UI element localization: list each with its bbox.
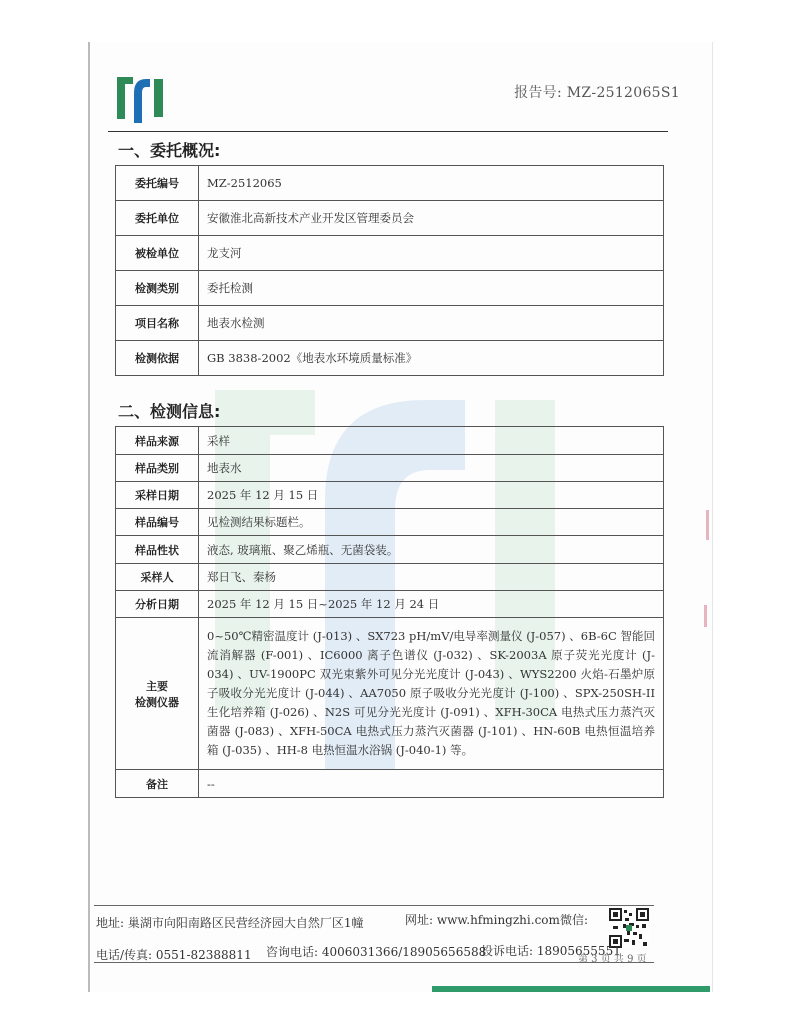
table-row	[116, 166, 664, 201]
edge-stamp-mark	[704, 605, 707, 627]
row-label: 样品来源	[116, 427, 199, 455]
report-number: 报告号: MZ-2512065S1	[514, 85, 680, 101]
row-value: MZ-2512065	[199, 166, 664, 201]
instruments-label-line2: 检测仪器	[135, 695, 179, 709]
row-value: 2025 年 12 月 15 日	[199, 482, 664, 509]
commission-table	[115, 165, 664, 376]
footer-address: 地址: 巢湖市向阳南路区民营经济园大自然厂区1幢	[96, 916, 364, 930]
row-value: 采样	[199, 427, 664, 455]
table-row	[116, 770, 664, 798]
table-row	[116, 564, 664, 591]
inspection-table	[115, 426, 664, 798]
row-value: 郑日飞、秦杨	[199, 564, 664, 591]
row-label: 项目名称	[116, 306, 199, 341]
table-row	[116, 306, 664, 341]
row-label: 检测依据	[116, 341, 199, 376]
footer-divider	[94, 905, 654, 906]
row-label: 委托编号	[116, 166, 199, 201]
table-row	[116, 455, 664, 482]
footer-bottom-divider	[94, 962, 654, 963]
row-value: 地表水	[199, 455, 664, 482]
header-divider	[108, 131, 668, 132]
row-label: 样品类别	[116, 455, 199, 482]
row-value: 液态, 玻璃瓶、聚乙烯瓶、无菌袋装。	[199, 536, 664, 564]
instruments-label	[116, 618, 199, 770]
row-value: 龙支河	[199, 236, 664, 271]
instruments-value: 0~50℃精密温度计 (J-013) 、SX723 pH/mV/电导率测量仪 (J-057) 、6B-6C 智能回流消解器 (F-001) 、IC6000 离子色谱仪 (J-032) 、SK-2003A 原子荧光光度计 (J-034) 、UV-1900PC 双光束紫外可见分光光度计 (J-043) 、WYS2200 火焰-石墨炉原子吸收分光光度计 (J-044) 、AA7050 原子吸收分光光度计 (J-100) 、SPX-250SH-II 生化培养箱 (J-026) 、N2S 可见分光光度计 (J-091) 、XFH-30CA 电热式压力蒸汽灭菌器 (J-083) 、XFH-50CA 电热式压力蒸汽灭菌器 (J-101) 、HN-60B 电热恒温培养箱 (J-035) 、HH-8 电热恒温水浴锅 (J-040-1) 等。	[199, 618, 664, 770]
table-row	[116, 427, 664, 455]
instruments-label-line1: 主要	[146, 679, 168, 693]
row-value: 安徽淮北高新技术产业开发区管理委员会	[199, 201, 664, 236]
section2-title: 二、检测信息:	[118, 402, 221, 421]
row-label: 采样人	[116, 564, 199, 591]
row-value: GB 3838-2002《地表水环境质量标准》	[199, 341, 664, 376]
edge-stamp-mark	[706, 510, 709, 540]
row-label: 分析日期	[116, 591, 199, 618]
row-label: 采样日期	[116, 482, 199, 509]
bottom-accent-bar	[432, 986, 710, 992]
row-label: 被检单位	[116, 236, 199, 271]
row-value: 委托检测	[199, 271, 664, 306]
row-label: 检测类别	[116, 271, 199, 306]
footer-complaint: 投诉电话: 18905655551	[481, 944, 621, 958]
table-row	[116, 271, 664, 306]
page-number: 第 3 页 共 9 页	[578, 954, 647, 965]
row-value: 见检测结果标题栏。	[199, 509, 664, 536]
row-label: 委托单位	[116, 201, 199, 236]
table-row	[116, 201, 664, 236]
table-row	[116, 341, 664, 376]
table-row	[116, 591, 664, 618]
footer-consult: 咨询电话: 4006031366/18905656588	[266, 945, 487, 959]
company-logo-icon	[116, 73, 166, 125]
section1-title: 一、委托概况:	[118, 141, 221, 160]
row-value: 地表水检测	[199, 306, 664, 341]
row-label: 样品编号	[116, 509, 199, 536]
table-row	[116, 536, 664, 564]
row-value: --	[199, 770, 664, 798]
row-label: 备注	[116, 770, 199, 798]
row-value: 2025 年 12 月 15 日~2025 年 12 月 24 日	[199, 591, 664, 618]
row-label: 样品性状	[116, 536, 199, 564]
table-row	[116, 509, 664, 536]
footer-wechat-label: 微信:	[560, 913, 589, 927]
table-row	[116, 618, 664, 770]
table-row	[116, 236, 664, 271]
footer-phone: 电话/传真: 0551-82388811	[96, 948, 252, 962]
footer-website: 网址: www.hfmingzhi.com	[405, 913, 560, 927]
table-row	[116, 482, 664, 509]
